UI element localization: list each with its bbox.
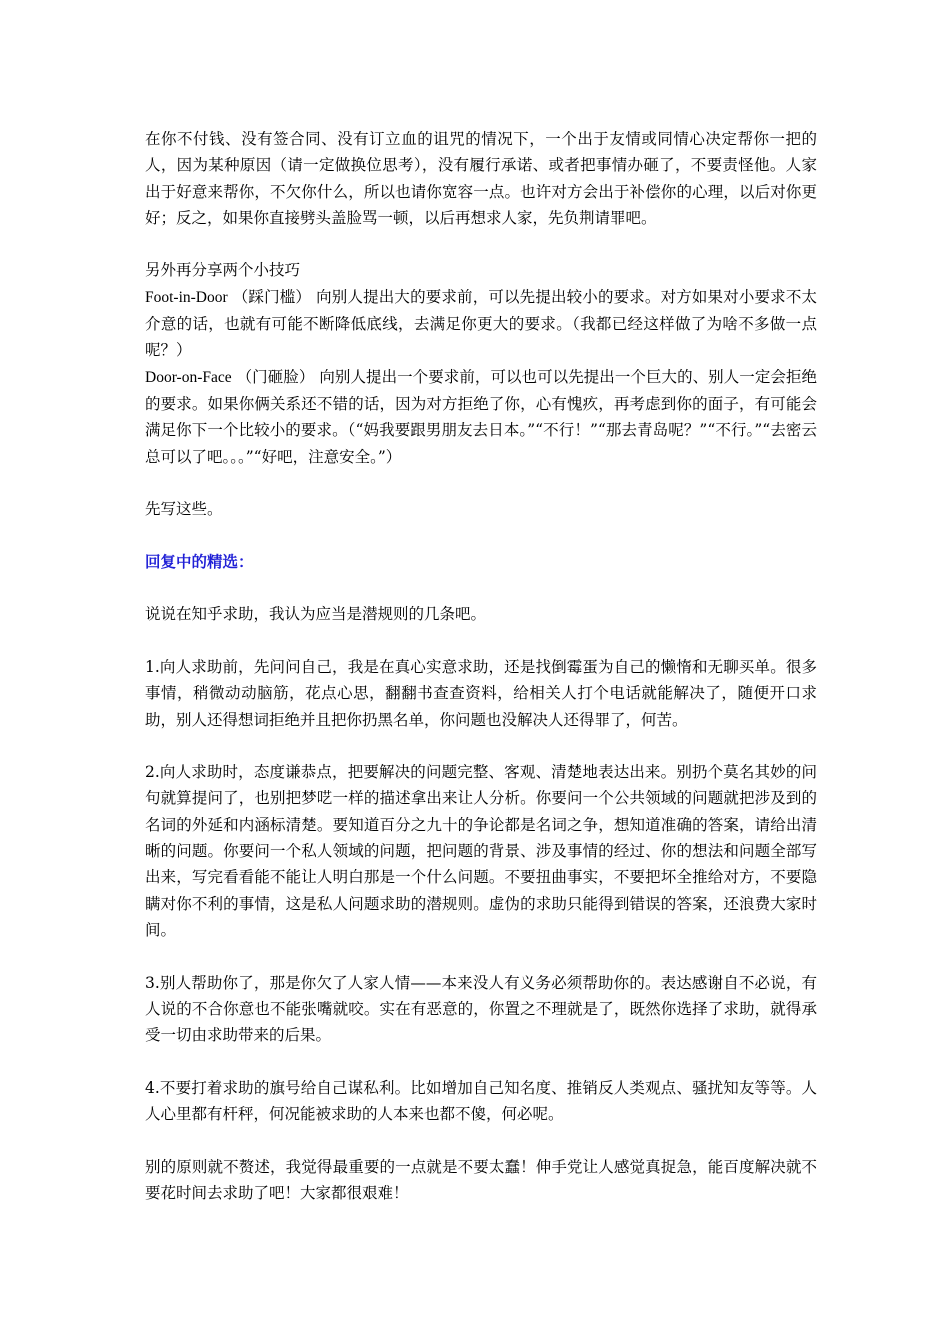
tip-body-foot-in-door: （踩门槛） 向别人提出大的要求前，可以先提出较小的要求。对方如果对小要求不太介意的话，也就有可能不断降低底线，去满足你更大的要求。（我都已经这样做了为啥不多做一点呢？） bbox=[145, 287, 817, 360]
replies-heading: 回复中的精选： bbox=[145, 551, 254, 571]
tip-term-door-on-face: Door-on-Face bbox=[145, 368, 232, 386]
closing-note: 先写这些。 bbox=[145, 500, 223, 519]
final-paragraph: 别的原则就不赘述，我觉得最重要的一点就是不要太蠢！伸手党让人感觉真捉急，能百度解决就不要花时间去求助了吧！大家都很艰难！ bbox=[145, 1157, 817, 1202]
reply-intro: 说说在知乎求助，我认为应当是潜规则的几条吧。 bbox=[145, 605, 487, 624]
document-body bbox=[145, 126, 817, 1232]
rule-3: 3.别人帮助你了，那是你欠了人家人情——本来没人有义务必须帮助你的。表达感谢自不必说，有人说的不合你意也不能张嘴就咬。实在有恶意的，你置之不理就是了，既然你选择了求助，就得承受一切由求助带来的后果。 bbox=[145, 973, 817, 1045]
rule-1: 1.向人求助前，先问问自己，我是在真心实意求助，还是找倒霉蛋为自己的懒惰和无聊买单。很多事情，稍微动动脑筋，花点心思，翻翻书查查资料，给相关人打个电话就能解决了，随便开口求助，别人还得想词拒绝并且把你扔黑名单，你问题也没解决人还得罪了，何苦。 bbox=[145, 657, 817, 729]
tip-term-foot-in-door: Foot-in-Door bbox=[145, 288, 228, 306]
tip-foot-in-door bbox=[145, 284, 817, 364]
tips-heading: 另外再分享两个小技巧 bbox=[145, 261, 301, 280]
tip-door-on-face bbox=[145, 364, 817, 470]
rule-4: 4.不要打着求助的旗号给自己谋私利。比如增加自己知名度、推销反人类观点、骚扰知友等等。人人心里都有杆秤，何况能被求助的人本来也都不傻，何必呢。 bbox=[145, 1078, 817, 1123]
tip-body-door-on-face: （门砸脸） 向别人提出一个要求前，可以也可以先提出一个巨大的、别人一定会拒绝的要求。如果你俩关系还不错的话，因为对方拒绝了你，心有愧疚，再考虑到你的面子，有可能会满足你下一个比较小的要求。（“妈我要跟男朋友去日本。”“不行！”“那去青岛呢？”“不行。”“去密云总可以了吧。。。”“好吧，注意安全。”） bbox=[145, 367, 817, 466]
intro-paragraph: 在你不付钱、没有签合同、没有订立血的诅咒的情况下，一个出于友情或同情心决定帮你一把的人，因为某种原因（请一定做换位思考），没有履行承诺、或者把事情办砸了，不要责怪他。人家出于好意来帮你，不欠你什么，所以也请你宽容一点。也许对方会出于补偿你的心理，以后对你更好；反之，如果你直接劈头盖脸骂一顿，以后再想求人家，先负荆请罪吧。 bbox=[145, 130, 817, 227]
rule-2: 2.向人求助时，态度谦恭点，把要解决的问题完整、客观、清楚地表达出来。别扔个莫名其妙的问句就算提问了，也别把梦呓一样的描述拿出来让人分析。你要问一个公共领域的问题就把涉及到的名词的外延和内涵标清楚。要知道百分之九十的争论都是名词之争，想知道准确的答案，请给出清晰的问题。你要问一个私人领域的问题，把问题的背景、涉及事情的经过、你的想法和问题全部写出来，写完看看能不能让人明白那是一个什么问题。不要扭曲事实，不要把坏全推给对方，不要隐瞒对你不利的事情，这是私人问题求助的潜规则。虚伪的求助只能得到错误的答案，还浪费大家时间。 bbox=[145, 763, 817, 939]
